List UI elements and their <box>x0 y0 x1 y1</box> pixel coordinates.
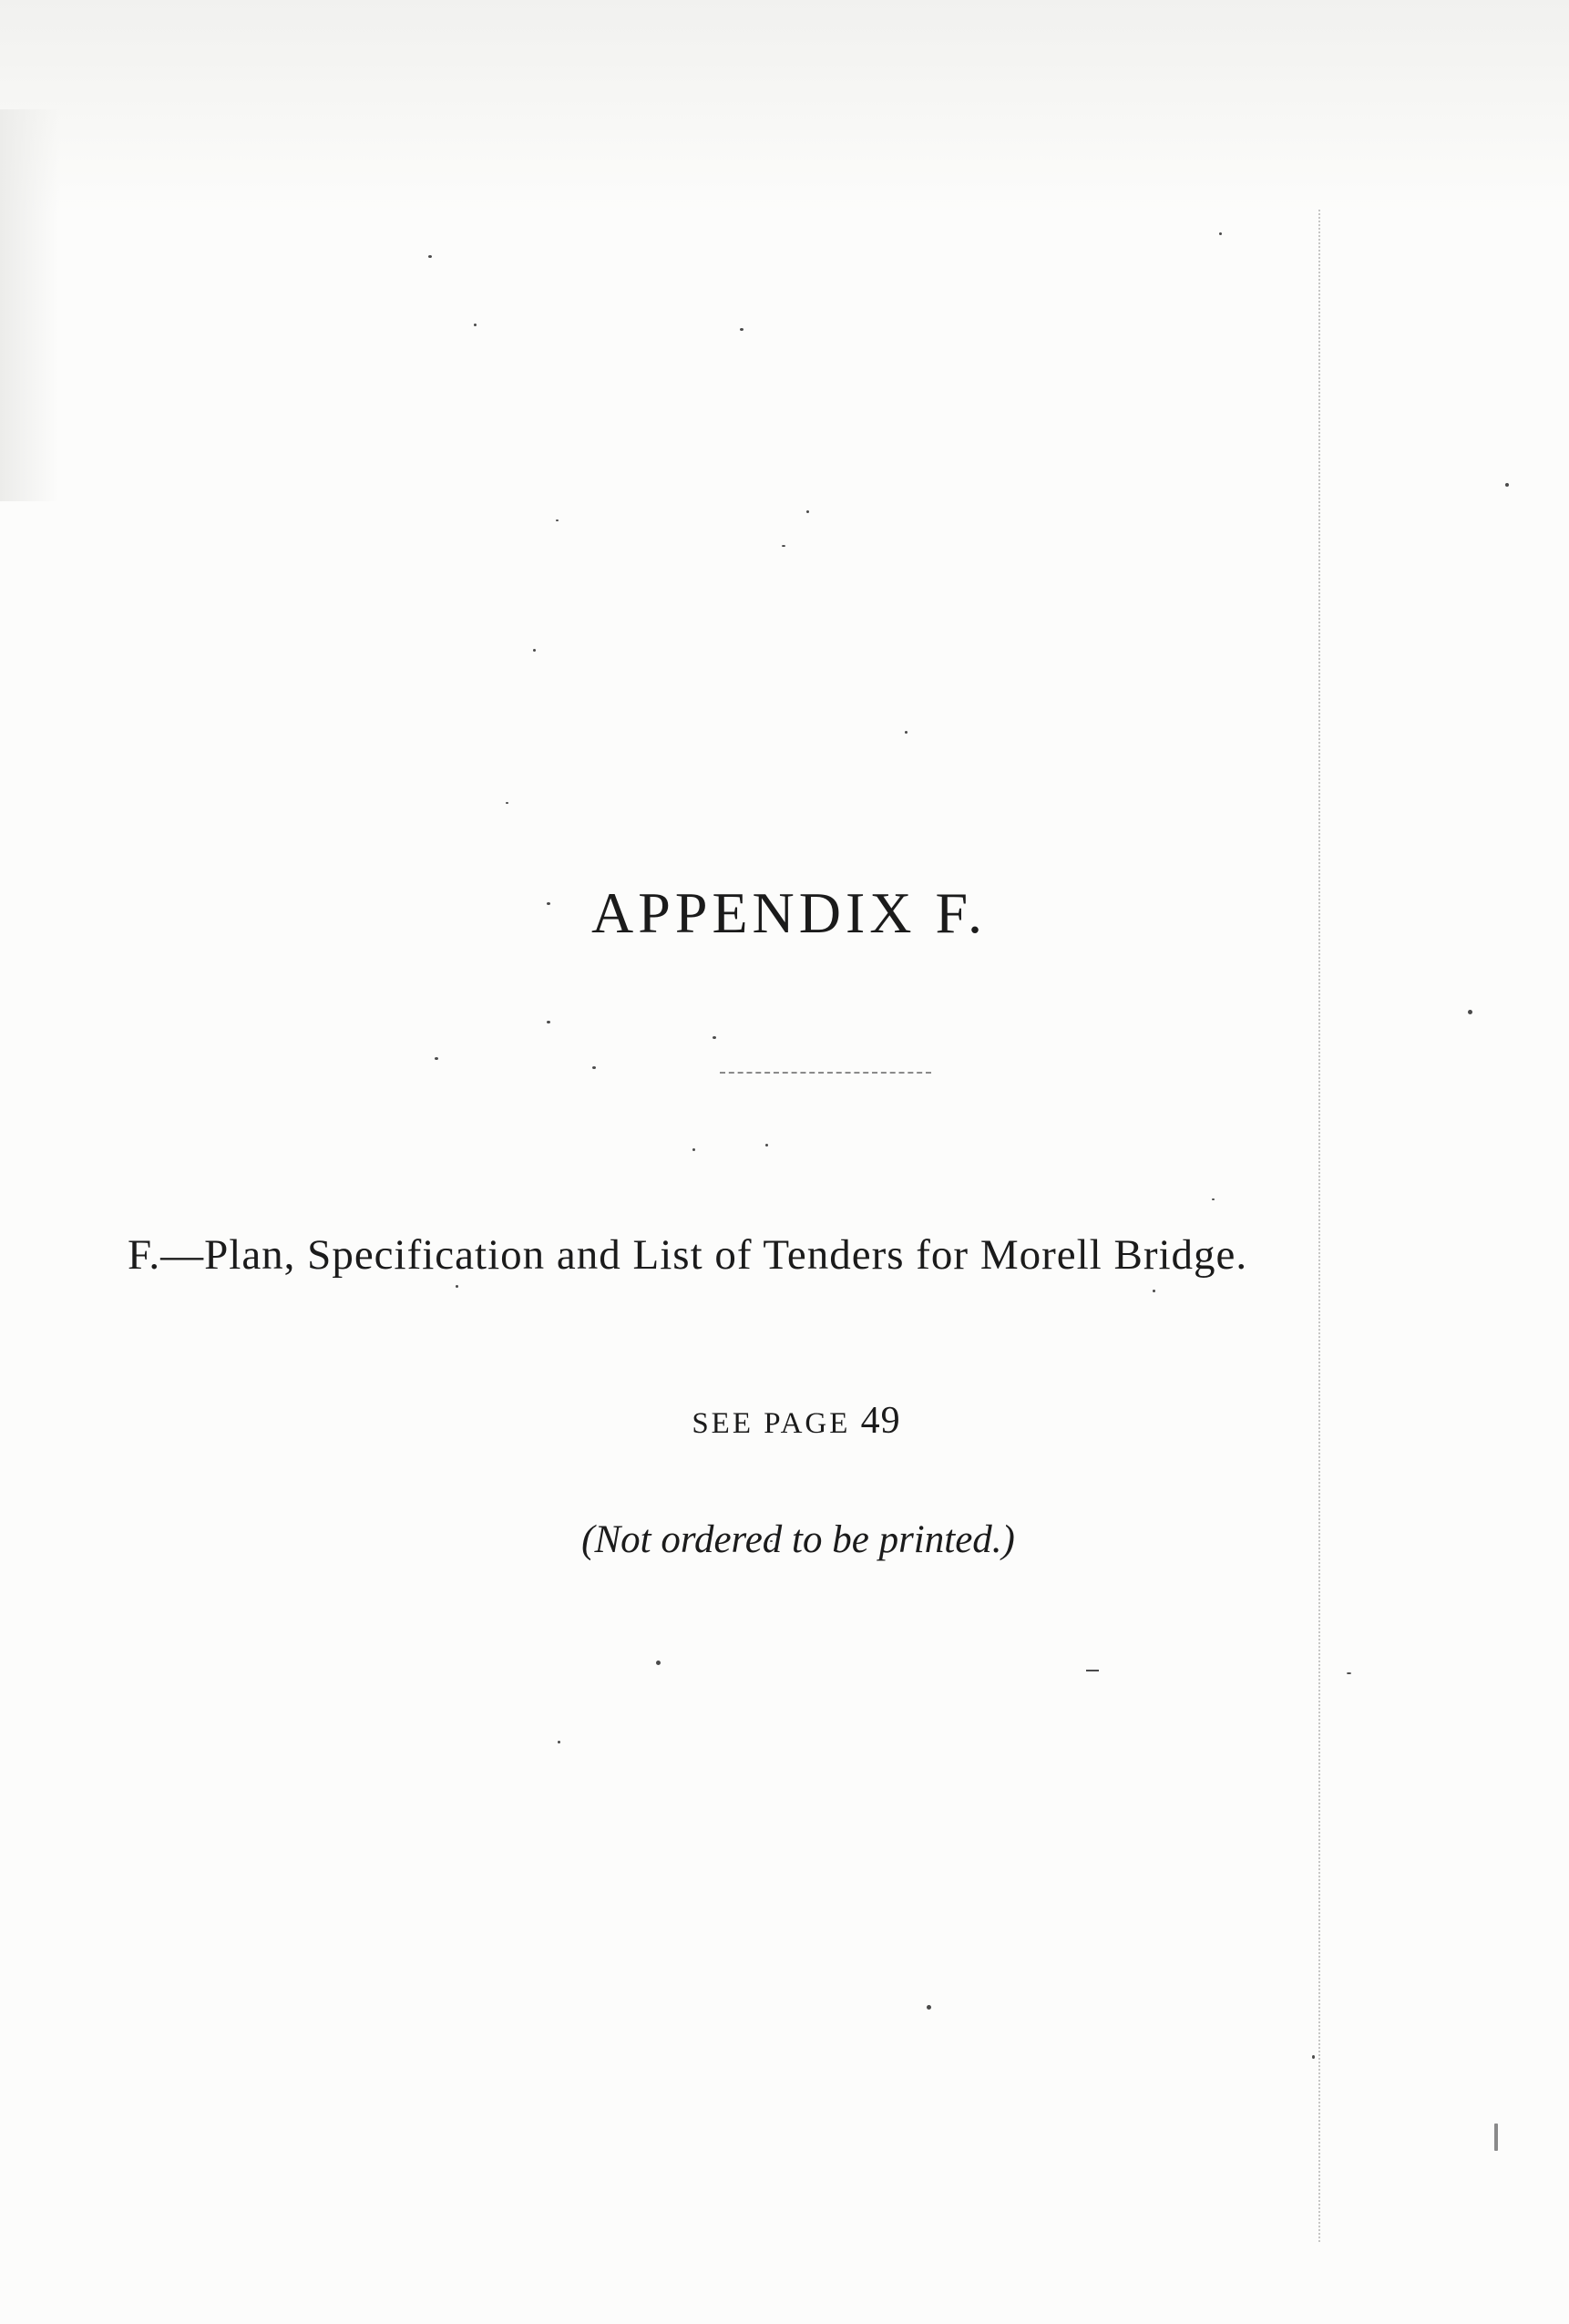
printing-note: (Not ordered to be printed.) <box>581 1518 1015 1561</box>
page-reference-label: SEE PAGE <box>692 1407 851 1440</box>
divider-rule <box>720 1072 931 1074</box>
appendix-entry: F.—Plan, Specification and List of Tenders for Morell Bridge. <box>128 1231 1248 1279</box>
appendix-heading: APPENDIX F. <box>591 880 987 945</box>
page-reference <box>0 1399 1569 1443</box>
page-reference-number: 49 <box>860 1400 901 1442</box>
